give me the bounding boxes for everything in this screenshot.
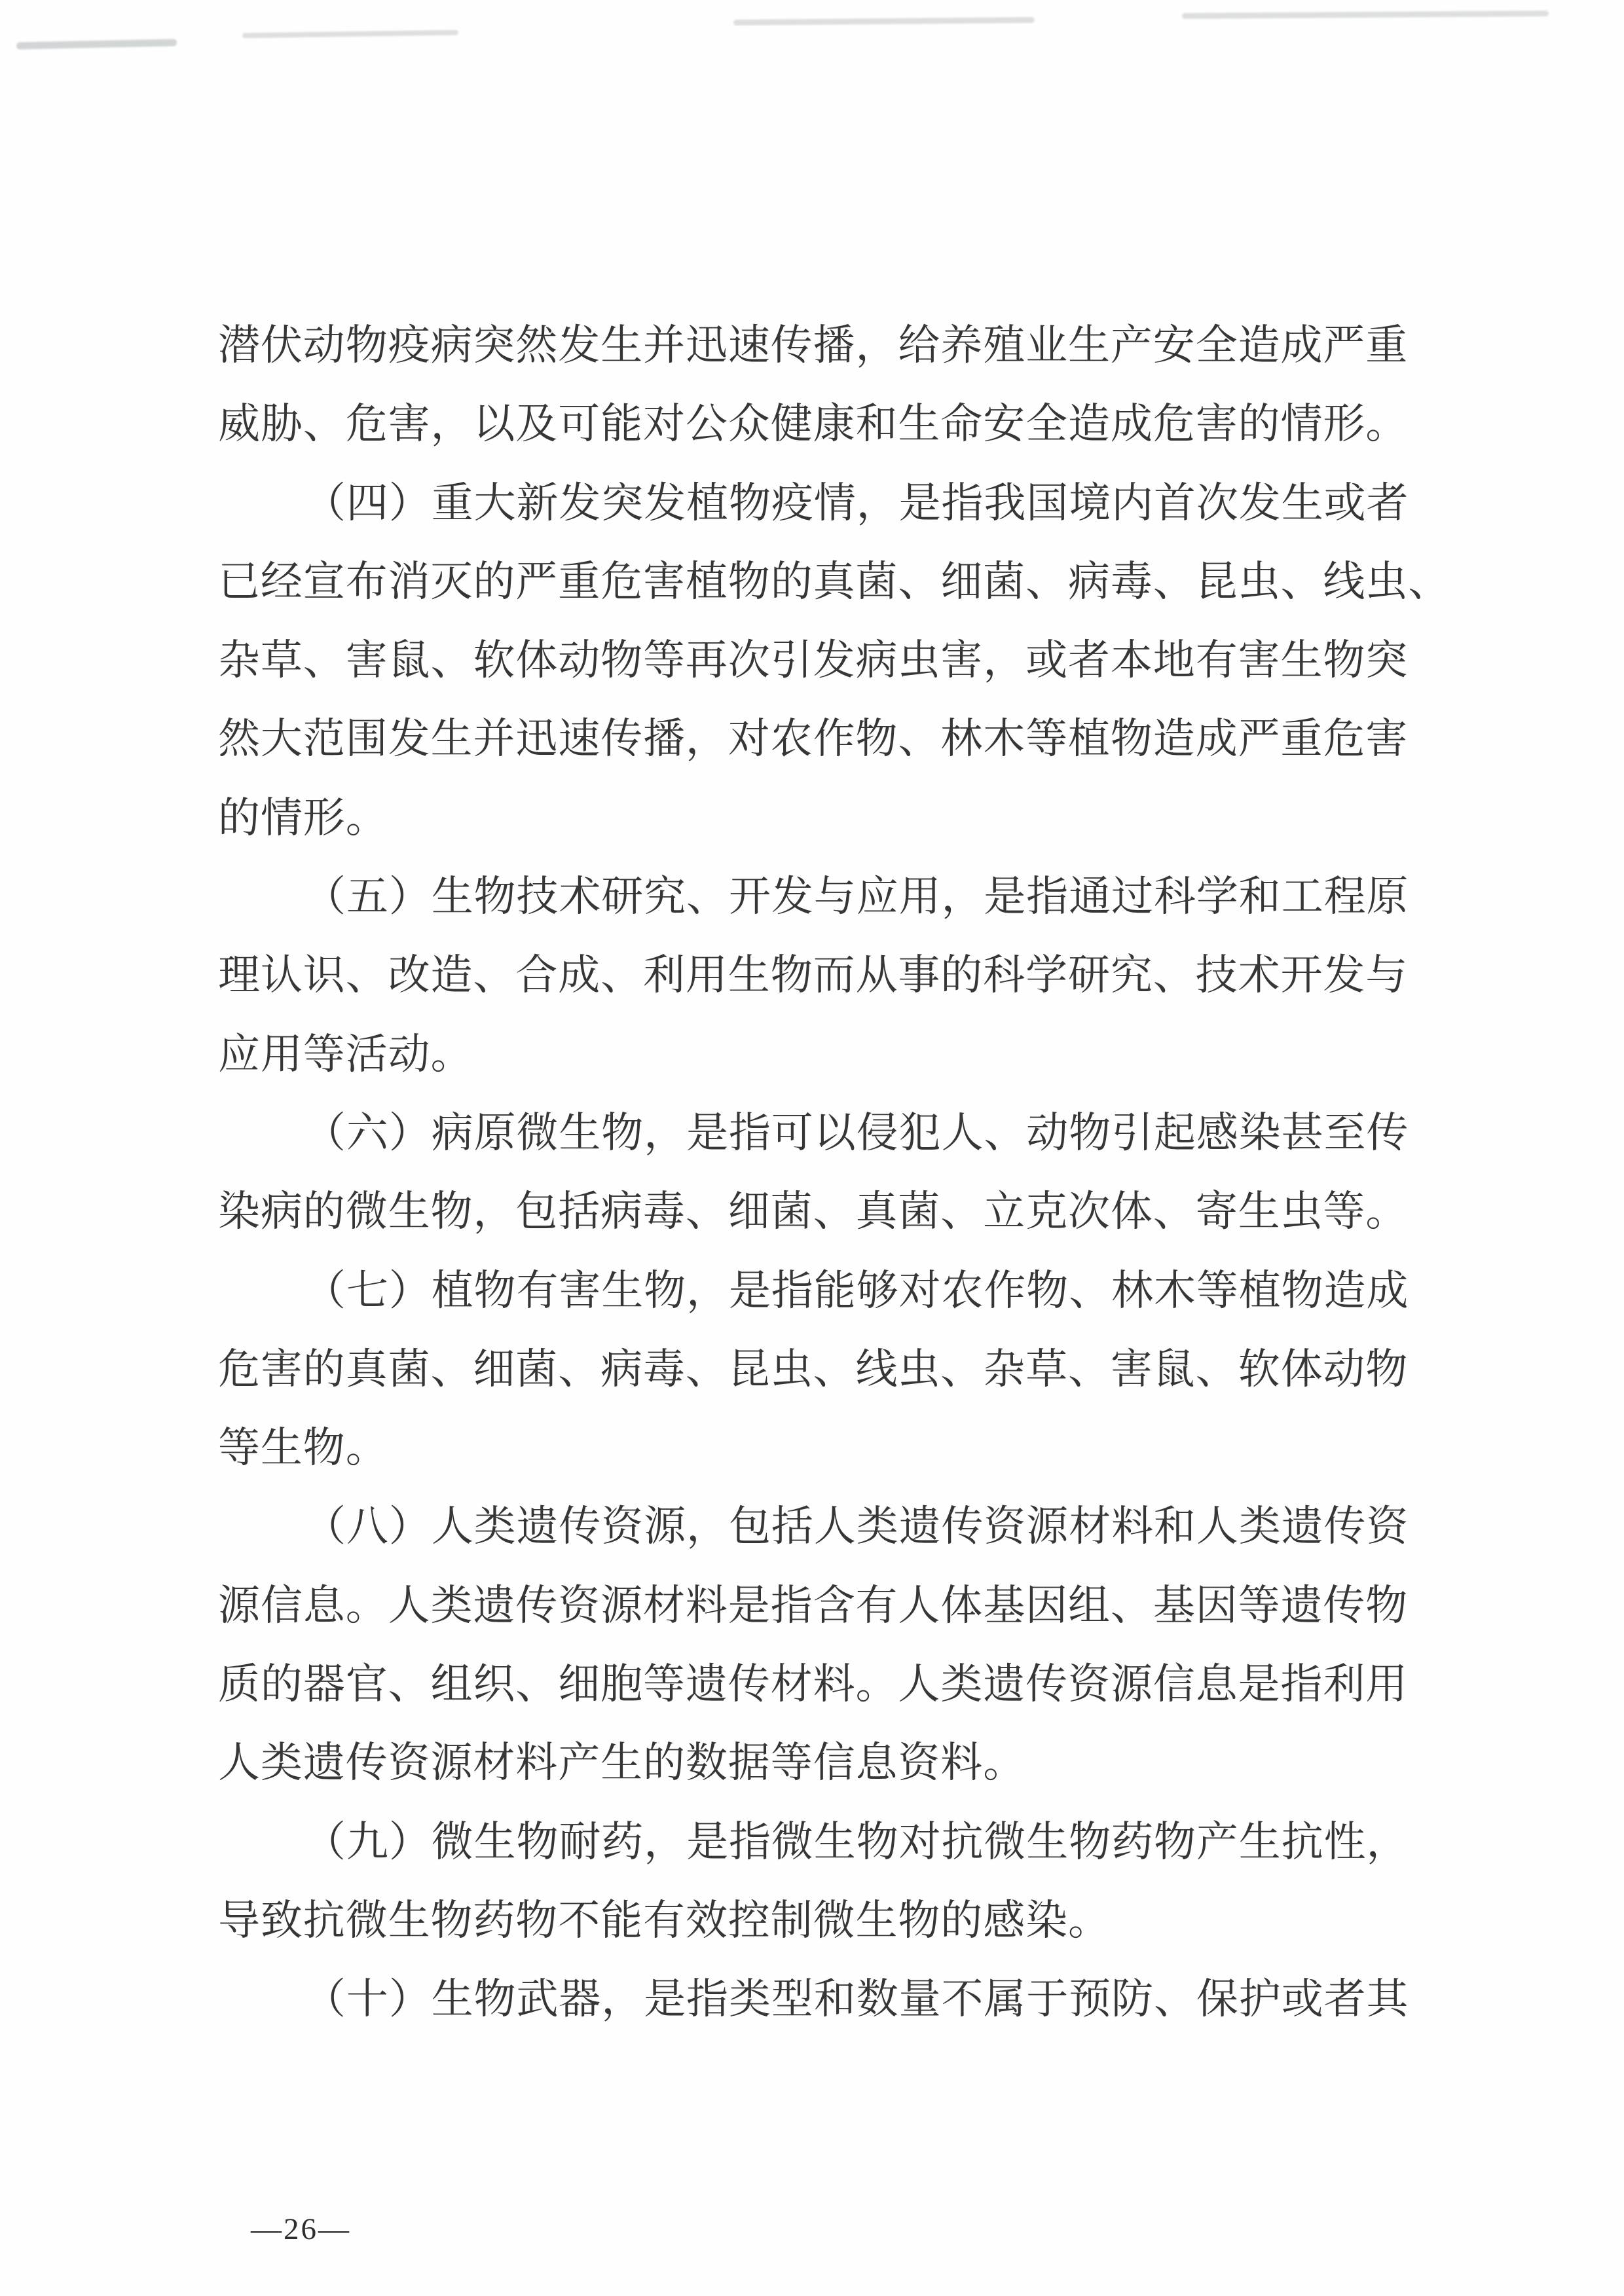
- text-line: （七）植物有害生物，是指能够对农作物、林木等植物造成: [304, 1267, 1409, 1314]
- text-line: （九）微生物耐药，是指微生物对抗微生物药物产生抗性，: [304, 1818, 1409, 1865]
- text-line: 的情形。: [218, 794, 388, 841]
- text-line: 质的器官、组织、细胞等遗传材料。人类遗传资源信息是指利用: [218, 1661, 1409, 1708]
- text-line: 威胁、危害，以及可能对公众健康和生命安全造成危害的情形。: [218, 401, 1409, 448]
- scan-artifact: [242, 30, 458, 39]
- text-line: （八）人类遗传资源，包括人类遗传资源材料和人类遗传资: [304, 1503, 1409, 1550]
- scan-artifact: [16, 39, 177, 49]
- text-line: 人类遗传资源材料产生的数据等信息资料。: [218, 1740, 1026, 1787]
- page-number: —26—: [251, 2212, 351, 2246]
- text-line: （五）生物技术研究、开发与应用，是指通过科学和工程原: [304, 873, 1409, 920]
- text-line: 危害的真菌、细菌、病毒、昆虫、线虫、杂草、害鼠、软体动物: [218, 1345, 1409, 1393]
- text-line: 潜伏动物疫病突然发生并迅速传播，给养殖业生产安全造成严重: [218, 322, 1409, 369]
- text-line: 理认识、改造、合成、利用生物而从事的科学研究、技术开发与: [218, 952, 1409, 999]
- scan-artifact: [733, 17, 1035, 26]
- document-body: [218, 306, 1451, 2039]
- text-line: 导致抗微生物药物不能有效控制微生物的感染。: [218, 1897, 1111, 1944]
- text-line: 已经宣布消灭的严重危害植物的真菌、细菌、病毒、昆虫、线虫、: [218, 558, 1451, 605]
- text-line: 等生物。: [218, 1425, 388, 1472]
- text-line: 源信息。人类遗传资源材料是指含有人体基因组、基因等遗传物: [218, 1582, 1409, 1629]
- text-line: （六）病原微生物，是指可以侵犯人、动物引起感染甚至传: [304, 1109, 1409, 1156]
- text-line: （四）重大新发突发植物疫情，是指我国境内首次发生或者: [304, 479, 1409, 526]
- text-line: （十）生物武器，是指类型和数量不属于预防、保护或者其: [304, 1976, 1409, 2023]
- text-line: 然大范围发生并迅速传播，对农作物、林木等植物造成严重危害: [218, 716, 1409, 763]
- scan-artifact: [1182, 10, 1549, 19]
- text-line: 染病的微生物，包括病毒、细菌、真菌、立克次体、寄生虫等。: [218, 1188, 1409, 1235]
- text-line: 应用等活动。: [218, 1030, 473, 1078]
- text-line: 杂草、害鼠、软体动物等再次引发病虫害，或者本地有害生物突: [218, 637, 1409, 684]
